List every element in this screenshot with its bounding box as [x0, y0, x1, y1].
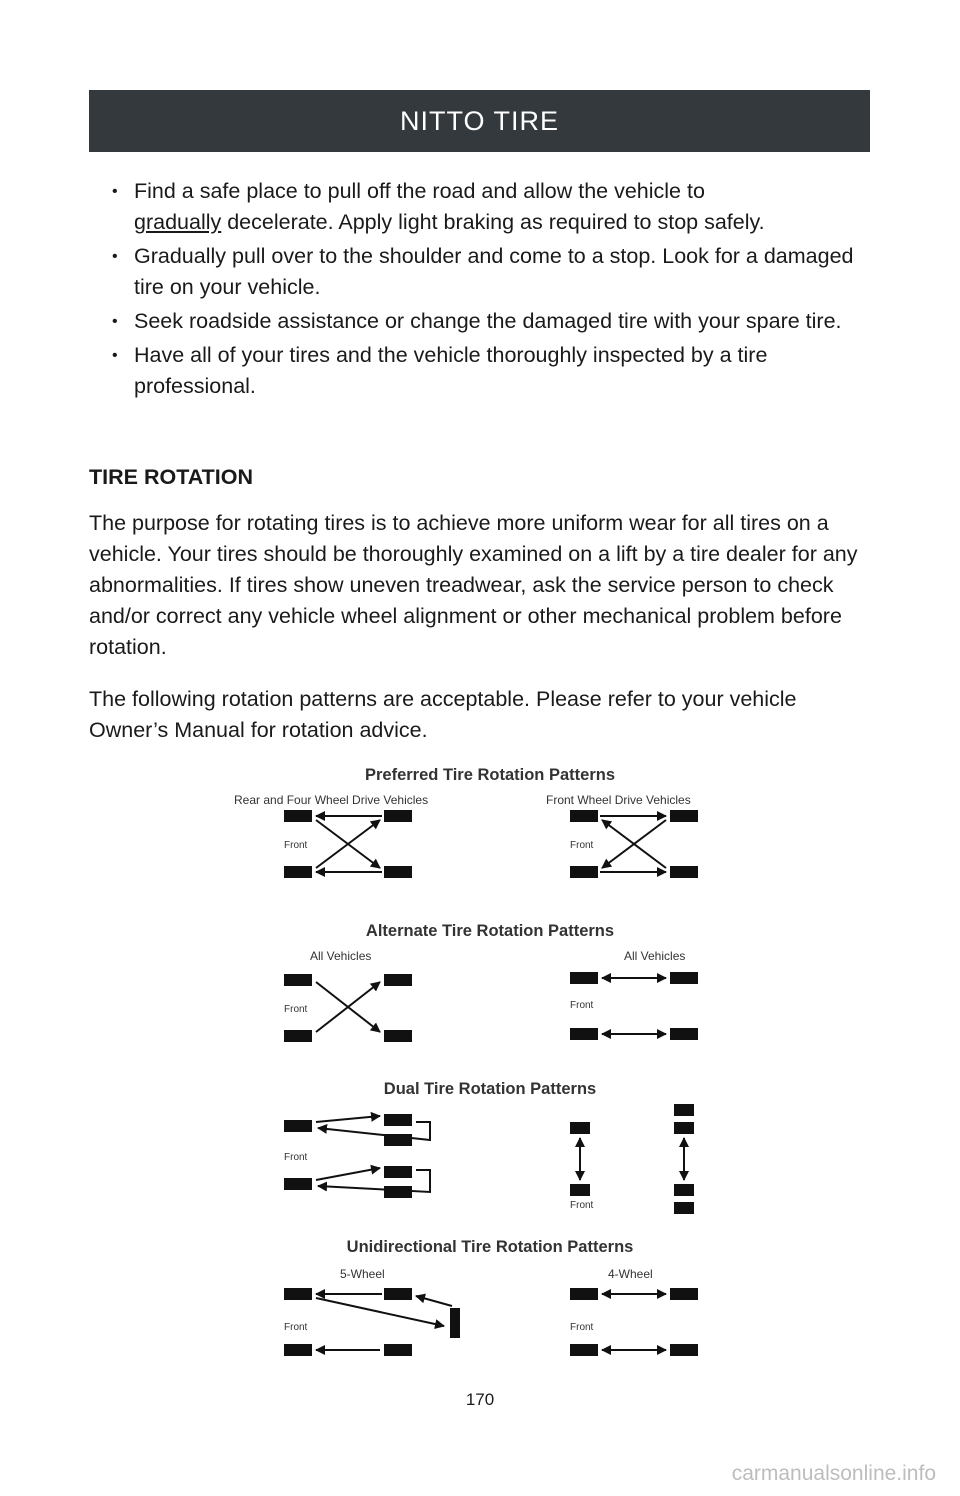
rotation-patterns-paragraph: The following rotation patterns are acceptable. Please refer to your vehicle Owner’s Manual for rotation advice. — [89, 687, 797, 742]
svg-text:Front: Front — [284, 840, 308, 851]
bullet-item: • Gradually pull over to the shoulder and come to a stop. Look for a damaged tire on your vehicle. — [112, 241, 872, 303]
underlined-word: gradually — [134, 210, 222, 234]
alternate-title: Alternate Tire Rotation Patterns — [365, 922, 615, 940]
bullet-text: Find a safe place to pull off the road and allow the vehicle to — [134, 179, 705, 203]
svg-text:Front: Front — [284, 1322, 308, 1333]
unidirectional-left-label: 5-Wheel — [340, 1267, 385, 1281]
svg-text:Front: Front — [570, 840, 594, 851]
bullet-item: • Have all of your tires and the vehicle thoroughly inspected by a tire professional. — [112, 340, 872, 402]
alternate-right-pattern — [570, 972, 698, 1040]
svg-text:Front: Front — [570, 1000, 594, 1011]
preferred-title: Preferred Tire Rotation Patterns — [364, 766, 616, 784]
svg-text:Front: Front — [284, 1152, 308, 1163]
dual-title: Dual Tire Rotation Patterns — [383, 1080, 597, 1098]
alternate-left-label: All Vehicles — [310, 949, 372, 963]
dual-left-pattern — [284, 1114, 430, 1198]
page-header-title: NITTO TIRE — [399, 105, 559, 136]
bullet-item: • Seek roadside assistance or change the damaged tire with your spare tire. — [112, 306, 872, 337]
preferred-right-label: Front Wheel Drive Vehicles — [546, 793, 691, 807]
svg-text:Front: Front — [284, 1004, 308, 1015]
preferred-left-pattern — [284, 810, 412, 878]
alternate-right-label: All Vehicles — [624, 949, 686, 963]
safety-bullet-list — [112, 176, 872, 405]
unidirectional-title: Unidirectional Tire Rotation Patterns — [346, 1238, 634, 1256]
section-heading: TIRE ROTATION — [89, 465, 254, 489]
rotation-purpose-paragraph: The purpose for rotating tires is to achieve more uniform wear for all tires on a vehicle. Your tires should be thoroughly examined on a lift by a tire dealer for any abnormalities. If tires show uneven treadwear, ask the service person to check and/or correct any vehicle wheel alignment or other mechanical problem before rotation. — [89, 511, 858, 659]
alternate-left-pattern — [284, 974, 412, 1042]
preferred-right-pattern — [570, 810, 698, 878]
unidirectional-left-pattern — [284, 1288, 460, 1356]
header-bar — [89, 90, 870, 152]
tire-rotation-diagram — [226, 756, 746, 1376]
svg-text:Front: Front — [570, 1200, 594, 1211]
dual-right-pattern — [570, 1104, 694, 1214]
unidirectional-right-pattern — [570, 1288, 698, 1356]
bullet-item — [112, 176, 872, 238]
page-number: 170 — [465, 1390, 495, 1409]
footer-watermark: carmanualsonline.info — [731, 1462, 936, 1485]
preferred-left-label: Rear and Four Wheel Drive Vehicles — [234, 793, 429, 807]
svg-text:Front: Front — [570, 1322, 594, 1333]
unidirectional-right-label: 4-Wheel — [608, 1267, 653, 1281]
bullet-text-cont: decelerate. Apply light braking as required to stop safely. — [221, 210, 765, 234]
